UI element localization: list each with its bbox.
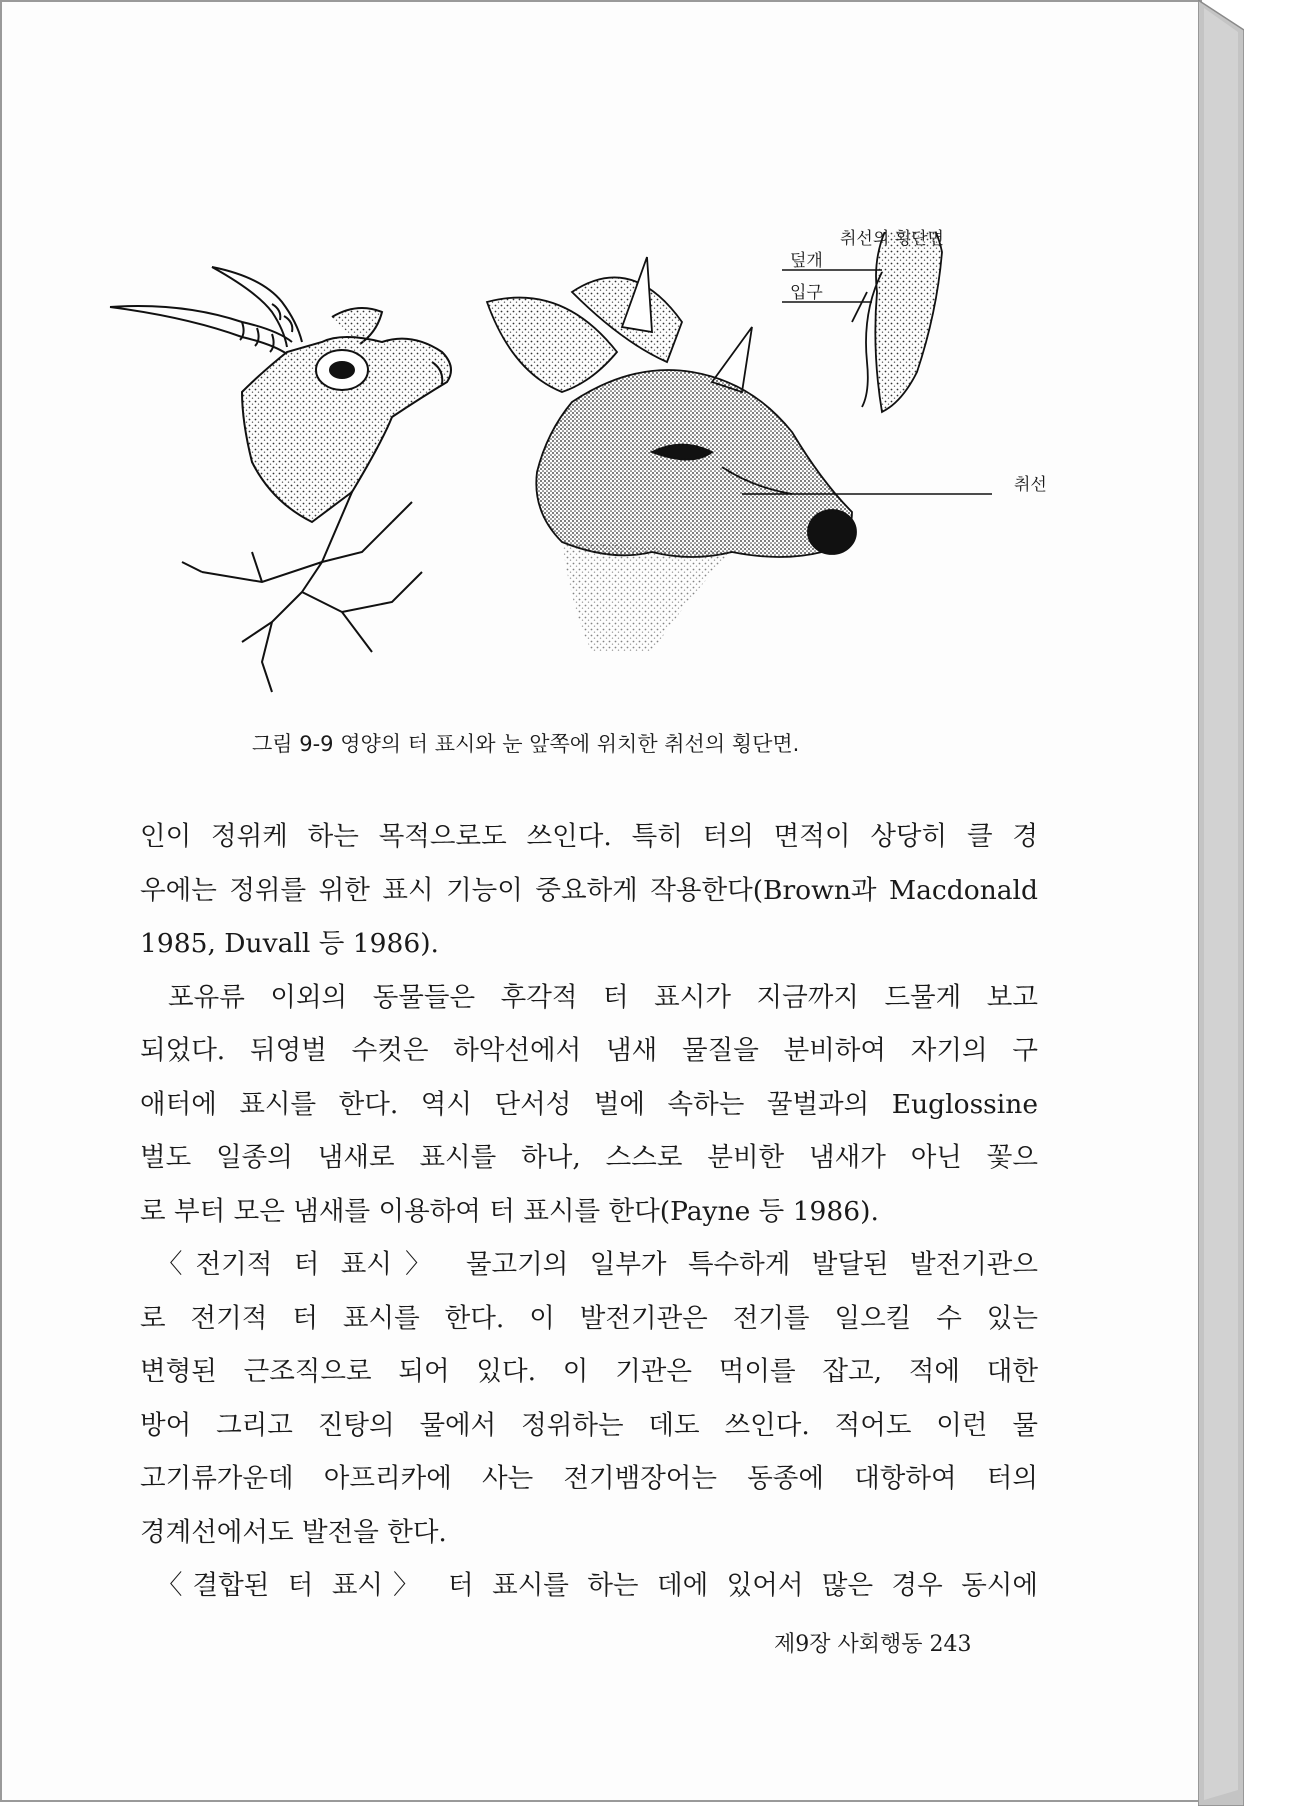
text-line: 인이 정위케 하는 목적으로도 쓰인다. 특히 터의 면적이 상당히 클 경 <box>140 821 1038 852</box>
text-line: 포유류 이외의 동물들은 후각적 터 표시가 지금까지 드물게 보고 <box>168 981 1038 1013</box>
text-line: 방어 그리고 진탕의 물에서 정위하는 데도 쓰인다. 적어도 이런 물 <box>140 1409 1038 1441</box>
text-line: 되었다. 뒤영벌 수컷은 하악선에서 냄새 물질을 분비하여 자기의 구 <box>140 1035 1038 1066</box>
body-text <box>140 810 1038 1613</box>
text-line: 고기류가운데 아프리카에 사는 전기뱀장어는 동종에 대항하여 터의 <box>140 1463 1038 1494</box>
label-opening: 입구 <box>790 283 823 303</box>
text-line: 1985, Duvall 등 1986). <box>140 928 439 959</box>
antelope-illustration <box>92 232 1072 712</box>
text-line: 〈결합된 터 표시〉 터 표시를 하는 데에 있어서 많은 경우 동시에 <box>156 1570 1038 1601</box>
figure-9-9 <box>92 229 1072 712</box>
figure-caption: 그림 9-9 영양의 터 표시와 눈 앞쪽에 위치한 취선의 횡단면. <box>252 732 800 756</box>
right-antelope-head <box>487 257 856 652</box>
text-line: 우에는 정위를 위한 표시 기능이 중요하게 작용한다(Brown과 Macdonald <box>140 874 1038 906</box>
label-gland: 취선 <box>1014 475 1047 495</box>
book-edge <box>1198 0 1244 1806</box>
text-line: 〈전기적 터 표시〉 물고기의 일부가 특수하게 발달된 발전기관으 <box>156 1249 1038 1280</box>
text-line: 변형된 근조직으로 되어 있다. 이 기관은 먹이를 잡고, 적에 대한 <box>140 1356 1038 1387</box>
text-line: 로 부터 모은 냄새를 이용하여 터 표시를 한다(Payne 등 1986). <box>140 1195 879 1227</box>
label-cross-section: 취선의 횡단면 <box>840 229 944 249</box>
text-line: 벌도 일종의 냄새로 표시를 하나, 스스로 분비한 냄새가 아닌 꽃으 <box>140 1142 1038 1173</box>
text-line: 경계선에서도 발전을 한다. <box>140 1516 447 1548</box>
page-footer: 제9장 사회행동 243 <box>774 1632 972 1657</box>
label-lid: 덮개 <box>790 251 823 271</box>
text-line: 로 전기적 터 표시를 한다. 이 발전기관은 전기를 일으킬 수 있는 <box>140 1302 1038 1334</box>
gland-cross-section <box>852 232 942 412</box>
left-antelope-head <box>110 267 451 692</box>
text-line: 애터에 표시를 한다. 역시 단서성 벌에 속하는 꿀벌과의 Euglossine <box>140 1088 1038 1120</box>
